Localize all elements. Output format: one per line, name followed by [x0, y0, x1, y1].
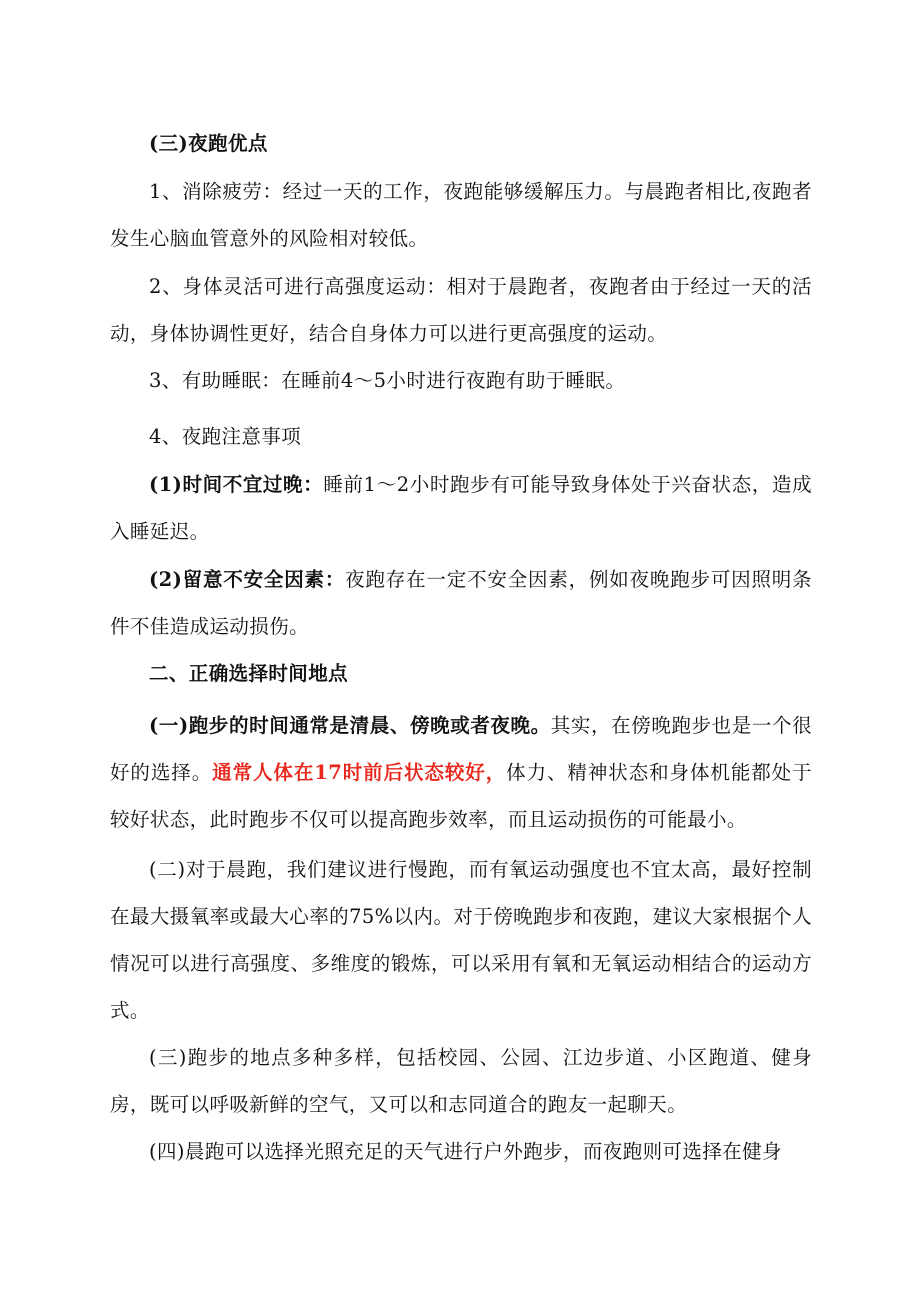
note-safety-factors	[110, 556, 812, 650]
note-not-too-late-title: (1)时间不宜过晚：	[149, 473, 324, 496]
list-item-helps-sleep: 3、有助睡眠：在睡前4～5小时进行夜跑有助于睡眠。	[149, 369, 626, 392]
paragraph-running-time-text-b: 体力、精神状态和身体机能都处于较好状态，此时跑步不仅可以提高跑步效率，而且运动损伤的可能最小。	[110, 761, 812, 831]
list-item-relieve-fatigue: 1、消除疲劳：经过一天的工作，夜跑能够缓解压力。与晨跑者相比,夜跑者发生心脑血管意外的风险相对较低。	[110, 180, 812, 250]
note-safety-factors-text: 夜跑存在一定不安全因素，例如夜晚跑步可因照明条件不佳造成运动损伤。	[110, 568, 813, 638]
section-heading-choose-time-place: 二、正确选择时间地点	[149, 662, 349, 685]
list-item-high-intensity: 2、身体灵活可进行高强度运动：相对于晨跑者，夜跑者由于经过一天的活动，身体协调性更好，结合自身体力可以进行更高强度的运动。	[110, 275, 812, 345]
paragraph-running-time	[110, 702, 812, 843]
list-item-night-run-notes: 4、夜跑注意事项	[149, 425, 302, 448]
paragraph-running-time-lead: (一)跑步的时间通常是清晨、傍晚或者夜晚。	[149, 714, 551, 737]
section-heading-night-run-advantages: (三)夜跑优点	[149, 132, 268, 155]
paragraph-morning-run: (二)对于晨跑，我们建议进行慢跑，而有氧运动强度也不宜太高，最好控制在最大摄氧率或最大心率的75%以内。对于傍晚跑步和夜跑，建议大家根据个人情况可以进行高强度、多维度的锻炼，可以采用有氧和无氧运动相结合的运动方式。	[110, 858, 812, 1022]
paragraph-weather-choice: (四)晨跑可以选择光照充足的天气进行户外跑步，而夜跑则可选择在健身	[149, 1140, 782, 1163]
note-not-too-late	[110, 461, 812, 555]
paragraph-running-locations: (三)跑步的地点多种多样，包括校园、公园、江边步道、小区跑道、健身房，既可以呼吸新鲜的空气，又可以和志同道合的跑友一起聊天。	[110, 1046, 812, 1116]
note-not-too-late-text: 睡前1～2小时跑步有可能导致身体处于兴奋状态，造成入睡延迟。	[110, 473, 812, 543]
paragraph-running-time-highlight: 通常人体在17时前后状态较好，	[212, 761, 507, 784]
paragraph-running-time-text-a: 其实，在傍晚跑步也是一个很好的选择。	[110, 714, 813, 784]
note-safety-factors-title: (2)留意不安全因素：	[149, 568, 346, 591]
